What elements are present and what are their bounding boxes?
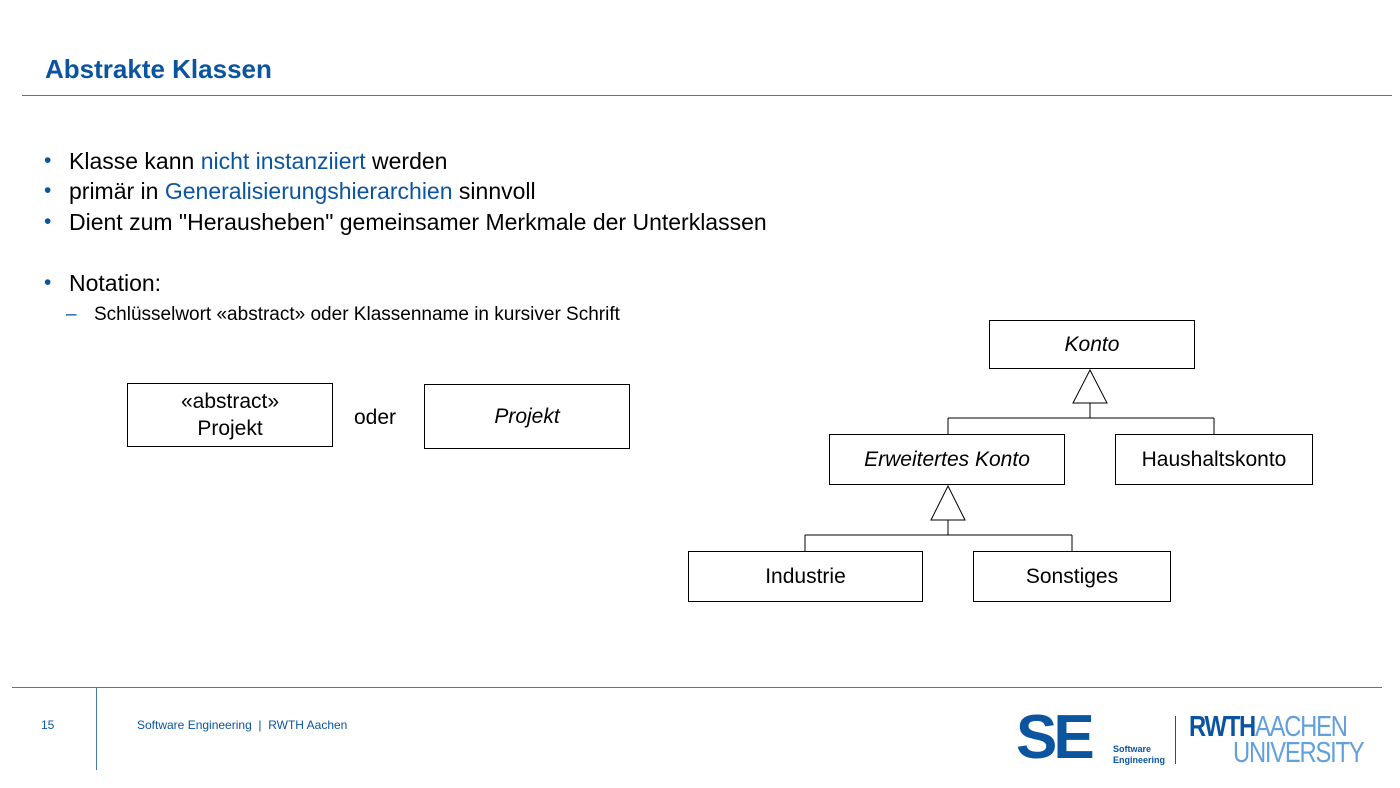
oder-label: oder — [354, 406, 397, 429]
class-industrie-label: Industrie — [765, 565, 846, 588]
class-haushaltskonto-label: Haushaltskonto — [1141, 448, 1287, 471]
bullet-marker: • — [44, 179, 52, 202]
bullet-text-pre: Klasse kann — [69, 148, 201, 174]
bullet-text-pre: primär in — [69, 178, 165, 204]
se-logo-letters: SE — [1016, 703, 1091, 772]
bullet-text-post: werden — [365, 148, 448, 174]
bullet-text-post: sinnvoll — [452, 178, 536, 204]
generalization-arrow-top — [1073, 370, 1107, 403]
slide-title: Abstrakte Klassen — [45, 54, 272, 84]
footer-vertical-divider — [96, 688, 97, 770]
rwth-logo-bold: RWTH — [1189, 711, 1255, 743]
footer-divider — [12, 687, 1382, 688]
bullet-text: Dient zum "Herausheben" gemeinsamer Merkmale der Unterklassen — [69, 209, 767, 235]
rwth-logo-university: UNIVERSITY — [1233, 737, 1364, 769]
italic-class-name: Projekt — [494, 405, 560, 428]
bullet-highlight: Generalisierungshierarchien — [164, 178, 453, 204]
bullet-marker: • — [44, 149, 52, 172]
bullet-highlight: nicht instanziiert — [200, 148, 366, 174]
sub-bullet-text: Schlüsselwort «abstract» oder Klassenname in kursiver Schrift — [94, 304, 620, 325]
generalization-arrow-lower — [931, 486, 965, 520]
class-industrie-box — [688, 551, 923, 602]
rwth-logo-aachen: AACHEN — [1254, 711, 1347, 743]
class-erweitertes-konto-box — [829, 434, 1065, 485]
bullet-marker: • — [44, 271, 52, 294]
se-logo-sub1: Software — [1113, 744, 1152, 754]
bullet-marker: • — [44, 210, 52, 233]
rwth-logo — [1189, 712, 1369, 768]
class-name-label: Projekt — [197, 417, 263, 440]
class-sonstiges-label: Sonstiges — [1025, 565, 1119, 588]
se-logo — [1016, 703, 1166, 772]
se-logo-sub2: Engineering — [1113, 755, 1166, 765]
sub-bullet-marker: – — [66, 304, 77, 325]
logo-separator — [1175, 716, 1176, 764]
class-erweitertes-konto-label: Erweitertes Konto — [864, 448, 1030, 471]
class-konto-label: Konto — [1064, 333, 1120, 356]
footer-text: Software Engineering | RWTH Aachen — [137, 718, 348, 732]
stereotype-label: «abstract» — [180, 390, 280, 413]
bullet-text: Notation: — [69, 270, 162, 296]
page-number: 15 — [41, 718, 55, 732]
class-sonstiges-box — [973, 551, 1171, 602]
class-haushaltskonto-box — [1115, 434, 1313, 485]
